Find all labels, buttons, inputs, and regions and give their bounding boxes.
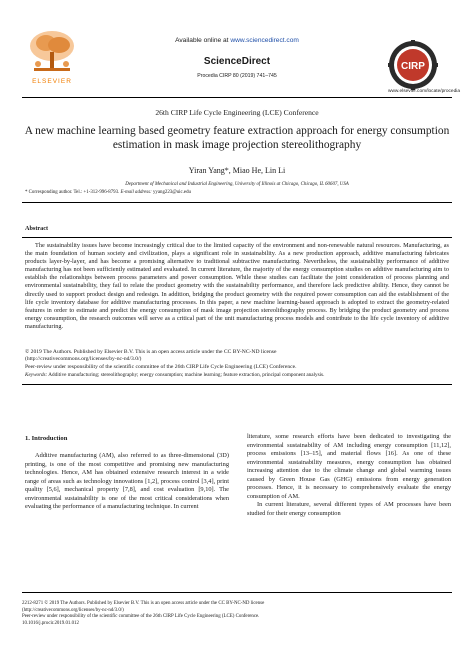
available-label: Available online at (175, 37, 231, 44)
elsevier-wordmark: ELSEVIER (32, 78, 72, 85)
conference-name: 26th CIRP Life Cycle Engineering (LCE) Conference (155, 108, 319, 117)
peer-review-note: Peer-review under responsibility of the scientific committee of the 26th CIRP Life Cycle Engineering (LCE) Conference. (25, 363, 297, 370)
abstract-bottom-divider (22, 384, 452, 385)
title-divider (22, 202, 452, 203)
journal-homepage-url[interactable]: www.elsevier.com/locate/procedia (388, 89, 460, 94)
abstract-heading: Abstract (25, 225, 49, 232)
author-affiliation: Department of Mechanical and Industrial Engineering, University of Illinois at Chicago, Chicago, IL 60607, USA (125, 182, 349, 187)
page-footer (22, 601, 452, 627)
section-heading-introduction: 1. Introduction (25, 435, 68, 442)
corresponding-email[interactable]: yyang223@uic.edu (151, 190, 191, 195)
corresponding-author-phone: * Corresponding author. Tel.: +1-312-996-8793. (25, 190, 121, 195)
license-link[interactable]: (http://creativecommons.org/licenses/by-nc-nd/3.0/) (25, 356, 142, 363)
keywords-text: Additive manufacturing; stereolithography; energy consumption; machine learning; feature extraction, principal component analysis. (47, 372, 325, 378)
header-divider (22, 97, 452, 98)
sciencedirect-logo: ScienceDirect (203, 56, 271, 67)
footer-divider (22, 592, 452, 593)
footer-license-link[interactable]: (http://creativecommons.org/licenses/by-nc-nd/3.0/) (22, 607, 124, 613)
intro-paragraph-continued: literature, some research efforts have been dedicated to investigating the environmental sustainability of AM including energy consumption [11,12], process emissions [13–15], and material flows [16]. As one of these environmental sustainability measures, energy consumption has obtained increasing attention due to the climate change and global warming issues caused by Green House Gas (GHG) emissions from energy generation processes. Hence, it is necessary to comprehensively evaluate the energy consumption of AM. (247, 433, 451, 500)
abstract-divider (22, 237, 452, 238)
page-header (0, 0, 474, 100)
abstract-text: The sustainability issues have become increasingly critical due to the limited capacity of the environment and non-renewable natural resources. Manufacturing, as the main foundation of human society and civilization, plays a significant role in sustainability. As a new production approach, additive manufacturing fabricates products layer-by-layer, and has become a promising alternative to traditional subtractive manufacturing. Nevertheless, the sustainability performance of additive manufacturing has not been sufficiently estimated and evaluated. In current literature, the majority of the energy consumption studies on additive manufacturing aim to establish the relationships between process parameters and power consumption. While these studies can facilitate the joint consideration of process planning and environmental sustainability, they fail to relate the product geometry with the sustainability performance, and therefore lack predictive ability. Hence, they cannot be directly used to support product design and redesign. In addition, bridging the product geometry with the required power consumption can aid the establishment of the life cycle inventory database for additive manufacturing processes. In this paper, a new machine learning-based approach is adopted to extract the geometry-related features in order to estimate and predict the energy consumption of mask image projection stereolithography process. By bridging the product geometry and process energy consumption, the research outcomes will serve as a critical part of the unit manufacturing process models and contribute to the life cycle inventory of additive manufacturing. (25, 242, 449, 330)
paper-title: A new machine learning based geometry feature extraction approach for energy consumption estimation in mask image projection stereolithography (24, 125, 450, 151)
cirp-logo-text: CIRP (401, 61, 425, 72)
keywords-line (25, 372, 449, 378)
proceedings-citation: Procedia CIRP 80 (2019) 741–745 (197, 73, 277, 79)
copyright-notice (25, 349, 449, 371)
intro-right-column (247, 433, 451, 518)
cirp-logo (388, 40, 438, 90)
footer-doi[interactable]: 10.1016/j.procir.2019.01.012 (22, 620, 79, 626)
sciencedirect-link[interactable]: www.sciencedirect.com (230, 37, 299, 44)
author-list: Yiran Yang*, Miao He, Lin Li (188, 166, 286, 175)
email-label: E-mail address: (120, 190, 152, 195)
intro-left-column: Additive manufacturing (AM), also referred to as three-dimensional (3D) printing, is one of the most competitive and promising new manufacturing technologies. Hence, AM has obtained extensive research interest in a wide range of areas such as technology innovations [1,2], process control [3,4], print quality [5,6], mechanical property [7,8], and cost evaluation [9,10]. The environmental sustainability is one of the most critical considerations when evaluating the performance of a manufacturing technique. In current (25, 452, 229, 511)
keywords-label: Keywords: (25, 372, 48, 378)
intro-paragraph-2: In current literature, several different types of AM processes have been studied for their energy consumption (247, 501, 451, 517)
copyright-line: © 2019 The Authors. Published by Elsevier B.V. This is an open access article under the CC BY-NC-ND license (25, 349, 277, 355)
corresponding-author-note (25, 190, 191, 195)
footer-issn-line: 2212-8271 © 2019 The Authors. Published by Elsevier B.V. This is an open access article under the CC BY-NC-ND license (22, 601, 265, 606)
footer-peer-review: Peer-review under responsibility of the scientific committee of the 26th CIRP Life Cycle Engineering (LCE) Conference. (22, 614, 260, 620)
elsevier-tree-logo (22, 28, 82, 76)
